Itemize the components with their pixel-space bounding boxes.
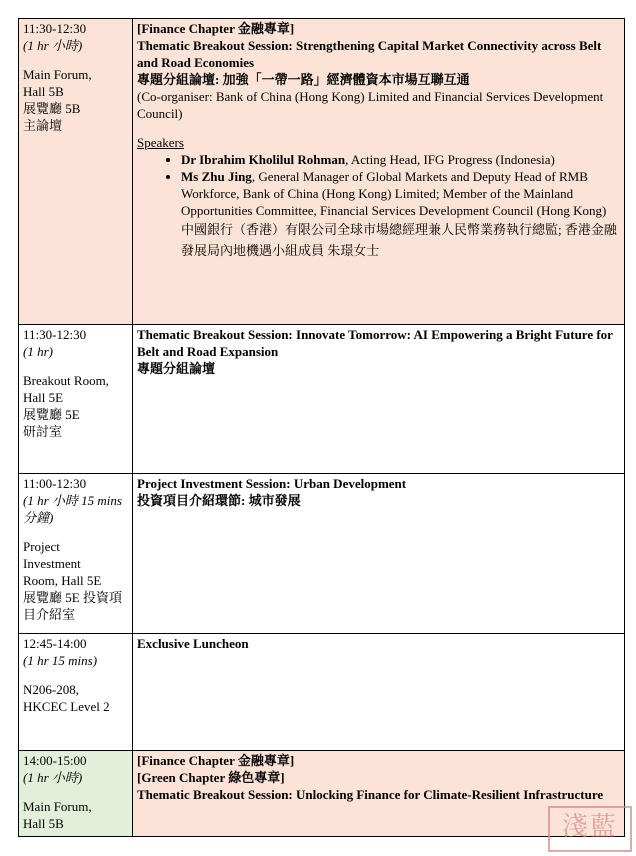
venue-line: Investment <box>23 556 81 571</box>
venue-line: 研討室 <box>23 424 63 439</box>
session-cell <box>133 325 625 474</box>
duration: (1 hr) <box>23 344 53 359</box>
table-row <box>19 325 625 474</box>
speaker-role: , General Manager of Global Markets and Deputy Head of RMB Workforce, Bank of China (Hong Kong) Limited; Member of the Mainland Opportunities Committee, Financial Services Development Council (Hong Kong) <box>181 169 607 218</box>
agenda-table <box>18 18 625 837</box>
venue-line: Breakout Room, <box>23 373 109 388</box>
venue-line: 主論壇 <box>23 118 63 133</box>
venue-line: Hall 5B <box>23 816 64 831</box>
chapter-label: [Green Chapter 綠色專章] <box>137 770 285 785</box>
list-item <box>181 168 620 261</box>
watermark-stamp: 淺藍 <box>548 806 632 852</box>
time-cell <box>19 325 133 474</box>
time-cell <box>19 474 133 634</box>
venue-line: N206-208, <box>23 682 79 697</box>
speaker-role-zh: 中國銀行（香港）有限公司全球市場總經理兼人民幣業務執行總監; 香港金融發展局內地機遇小組成員 朱璟女士 <box>181 222 617 258</box>
session-title: Thematic Breakout Session: Unlocking Finance for Climate-Resilient Infrastructure <box>137 787 604 802</box>
speaker-name: Dr Ibrahim Kholilul Rohman <box>181 152 346 167</box>
venue-line: HKCEC Level 2 <box>23 699 110 714</box>
time-cell <box>19 634 133 751</box>
duration: (1 hr 小時) <box>23 770 83 785</box>
time-range: 11:30-12:30 <box>23 327 87 342</box>
chapter-label: [Finance Chapter 金融專章] <box>137 753 295 768</box>
table-row <box>19 634 625 751</box>
time-cell <box>19 751 133 837</box>
session-title: Thematic Breakout Session: Innovate Tomorrow: AI Empowering a Bright Future for Belt and Road Expansion <box>137 327 613 359</box>
duration: (1 hr 小時) <box>23 38 83 53</box>
chapter-label: [Finance Chapter 金融專章] <box>137 21 295 36</box>
speaker-name: Ms Zhu Jing <box>181 169 252 184</box>
speakers-heading: Speakers <box>137 135 184 150</box>
venue-line: 展覽廳 5E 投資項目介紹室 <box>23 590 122 622</box>
list-item <box>181 151 620 168</box>
session-title: Thematic Breakout Session: Strengthening Capital Market Connectivity across Belt and Road Economies <box>137 38 602 70</box>
table-row <box>19 474 625 634</box>
venue-line: 展覽廳 5B <box>23 101 81 116</box>
venue-line: Main Forum, <box>23 67 92 82</box>
speaker-list <box>137 151 620 261</box>
session-cell <box>133 19 625 325</box>
time-range: 11:00-12:30 <box>23 476 87 491</box>
duration: (1 hr 小時 15 mins 分鐘) <box>23 493 122 525</box>
venue-line: Room, Hall 5E <box>23 573 102 588</box>
time-cell <box>19 19 133 325</box>
session-cell <box>133 634 625 751</box>
time-range: 12:45-14:00 <box>23 636 87 651</box>
session-title-zh: 專題分組論壇 <box>137 361 216 376</box>
time-range: 14:00-15:00 <box>23 753 87 768</box>
time-range: 11:30-12:30 <box>23 21 87 36</box>
venue-line: Main Forum, <box>23 799 92 814</box>
venue-line: Hall 5B <box>23 84 64 99</box>
venue-line: Project <box>23 539 60 554</box>
session-title: Project Investment Session: Urban Development <box>137 476 407 491</box>
session-cell <box>133 474 625 634</box>
session-title-zh: 專題分組論壇: 加強「一帶一路」經濟體資本市場互聯互通 <box>137 72 470 87</box>
session-title-zh: 投資項目介紹環節: 城市發展 <box>137 493 301 508</box>
duration: (1 hr 15 mins) <box>23 653 98 668</box>
table-row <box>19 19 625 325</box>
coorganiser-note: (Co-organiser: Bank of China (Hong Kong) Limited and Financial Services Development Council) <box>137 89 604 121</box>
speaker-role: , Acting Head, IFG Progress (Indonesia) <box>345 152 555 167</box>
table-row <box>19 751 625 837</box>
venue-line: 展覽廳 5E <box>23 407 80 422</box>
session-title: Exclusive Luncheon <box>137 636 249 651</box>
venue-line: Hall 5E <box>23 390 64 405</box>
